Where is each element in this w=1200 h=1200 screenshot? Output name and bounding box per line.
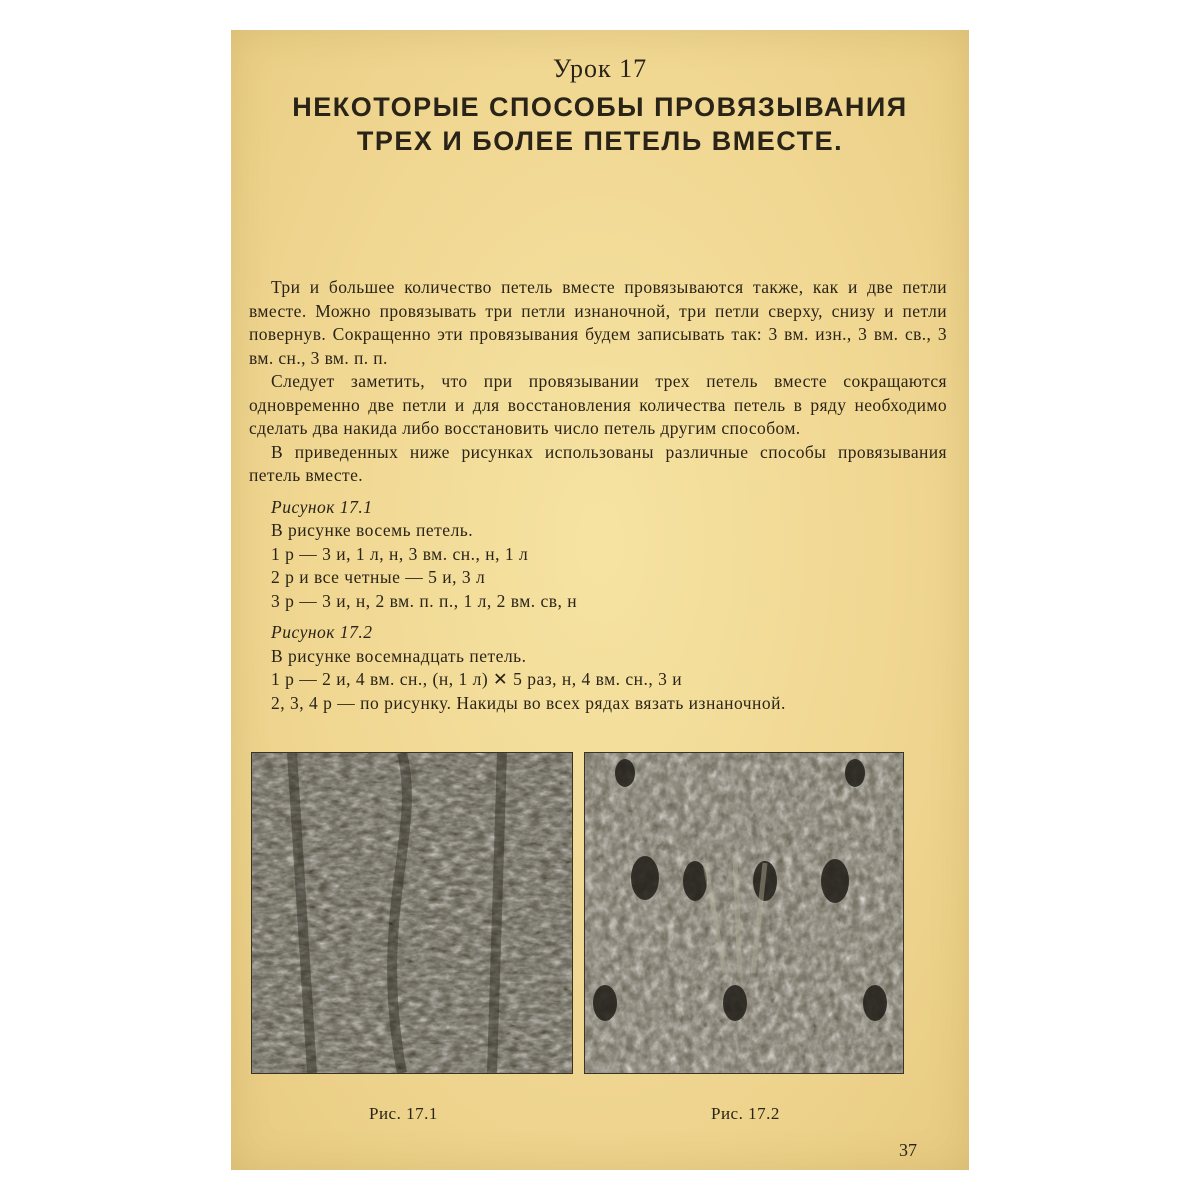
page-number: 37: [899, 1140, 917, 1160]
figure-instructions-17-2: [249, 621, 947, 715]
figure-heading: Рисунок 17.1: [271, 496, 373, 517]
instruction-line: 1 р — 3 и, 1 л, н, 3 вм. сн., н, 1 л: [271, 543, 529, 564]
paragraph: Три и большее количество петель вместе провязываются также, как и две петли вместе. Можно провязывать три петли изнаночной, три петли сверху, снизу и петли повернув. Сокращенно эти провязывания будем записывать так: 3 вм. изн., 3 вм. св., 3 вм. сн., 3 вм. п. п.: [249, 277, 947, 368]
instruction-line: 1 р — 2 и, 4 вм. сн., (н, 1 л) ✕ 5 раз, н, 4 вм. сн., 3 и: [271, 669, 683, 689]
instruction-line: 3 р — 3 и, н, 2 вм. п. п., 1 л, 2 вм. св, н: [271, 590, 578, 611]
instruction-line: 2 р и все четные — 5 и, 3 л: [271, 567, 486, 587]
lesson-title-line: ТРЕХ И БОЛЕЕ ПЕТЕЛЬ ВМЕСТЕ.: [356, 126, 844, 156]
book-page: [231, 30, 969, 1170]
figure-caption: Рис. 17.2: [711, 1104, 780, 1123]
instruction-line: В рисунке восемнадцать петель.: [271, 645, 527, 666]
figure-caption: Рис. 17.1: [369, 1104, 438, 1123]
knit-texture-image: [585, 753, 903, 1073]
paragraph: Следует заметить, что при провязывании трех петель вместе сокращаются одновременно две петли и для восстановления количества петель в ряду необходимо сделать два накида либо восстановить число петель другим способом.: [249, 371, 947, 438]
paragraph: В приведенных ниже рисунках использованы различные способы провязывания петель вместе.: [249, 441, 947, 485]
knit-sample-photo-17-2: [584, 752, 904, 1074]
figure-instructions-17-1: [249, 496, 947, 614]
figure-heading: Рисунок 17.2: [271, 622, 373, 642]
instruction-line: В рисунке восемь петель.: [271, 520, 474, 540]
lesson-title-line: НЕКОТОРЫЕ СПОСОБЫ ПРОВЯЗЫВАНИЯ: [292, 92, 908, 122]
knit-texture-image: [252, 753, 572, 1073]
lesson-number: Урок 17: [552, 54, 648, 83]
instruction-line: 2, 3, 4 р — по рисунку. Накиды во всех рядах вязать изнаночной.: [271, 692, 786, 713]
lesson-body: [249, 276, 947, 715]
knit-sample-photo-17-1: [251, 752, 573, 1074]
lesson-title: [231, 90, 969, 158]
